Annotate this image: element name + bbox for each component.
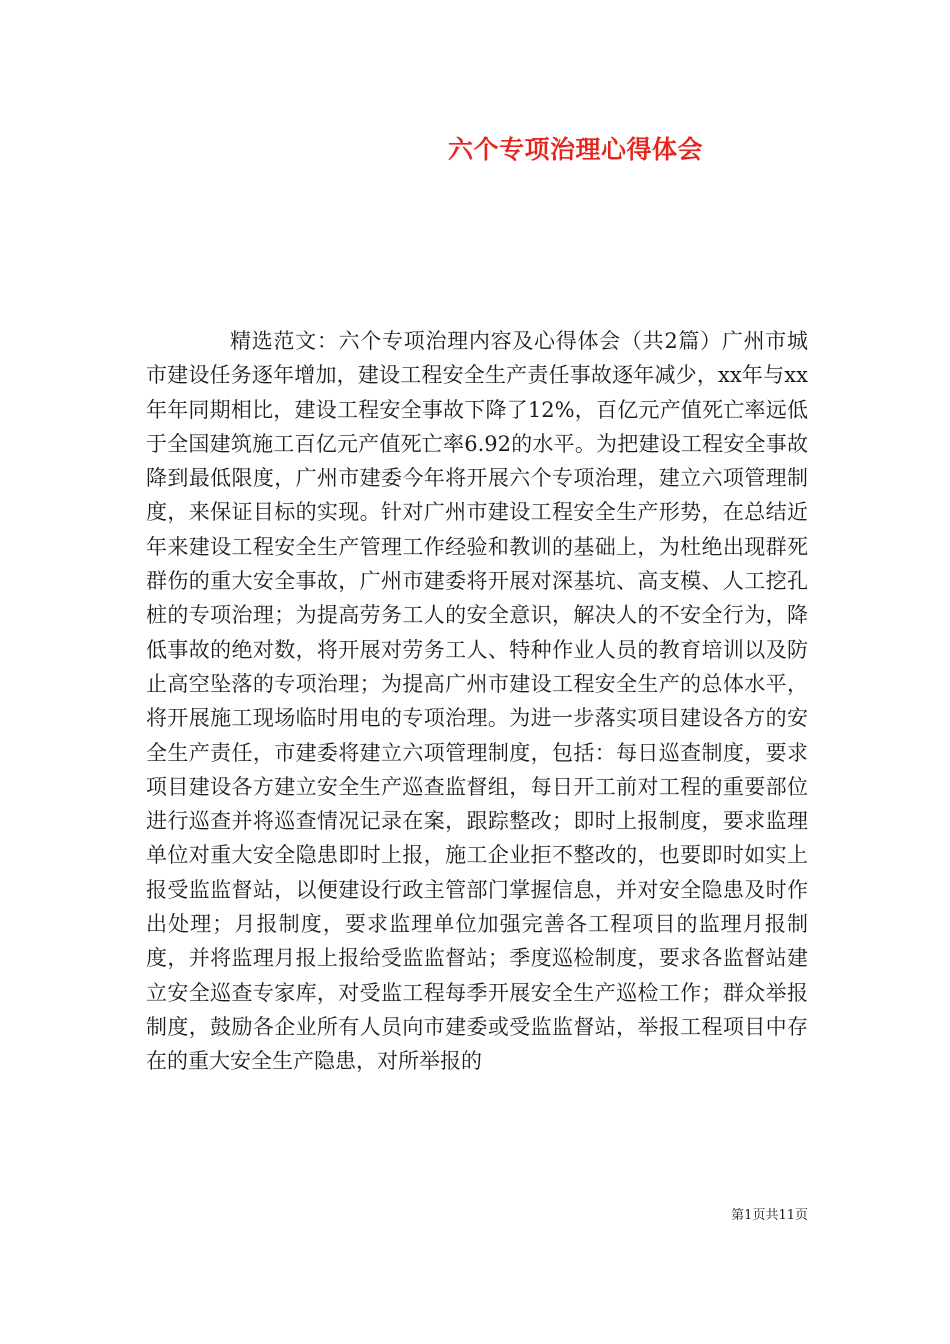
page-number-footer: 第1页共11页 (731, 1208, 808, 1223)
document-title: 六个专项治理心得体会 (448, 135, 704, 164)
title-container (448, 130, 708, 170)
body-paragraph: 精选范文：六个专项治理内容及心得体会（共2篇）广州市城市建设任务逐年增加，建设工程安全生产责任事故逐年减少，xx年与xx年年同期相比，建设工程安全事故下降了12%，百亿元产值死亡率远低于全国建筑施工百亿元产值死亡率6.92的水平。为把建设工程安全事故降到最低限度，广州市建委今年将开展六个专项治理，建立六项管理制度，来保证目标的实现。针对广州市建设工程安全生产形势，在总结近年来建设工程安全生产管理工作经验和教训的基础上，为杜绝出现群死群伤的重大安全事故，广州市建委将开展对深基坑、高支模、人工挖孔桩的专项治理；为提高劳务工人的安全意识，解决人的不安全行为，降低事故的绝对数，将开展对劳务工人、特种作业人员的教育培训以及防止高空坠落的专项治理；为提高广州市建设工程安全生产的总体水平，将开展施工现场临时用电的专项治理。为进一步落实项目建设各方的安全生产责任，市建委将建立六项管理制度，包括：每日巡查制度，要求项目建设各方建立安全生产巡查监督组，每日开工前对工程的重要部位进行巡查并将巡查情况记录在案，跟踪整改；即时上报制度，要求监理单位对重大安全隐患即时上报，施工企业拒不整改的，也要即时如实上报受监监督站，以便建设行政主管部门掌握信息，并对安全隐患及时作出处理；月报制度，要求监理单位加强完善各工程项目的监理月报制度，并将监理月报上报给受监监督站；季度巡检制度，要求各监督站建立安全巡查专家库，对受监工程每季开展安全生产巡检工作；群众举报制度，鼓励各企业所有人员向市建委或受监监督站，举报工程项目中存在的重大安全生产隐患，对所举报的 (146, 329, 808, 1074)
